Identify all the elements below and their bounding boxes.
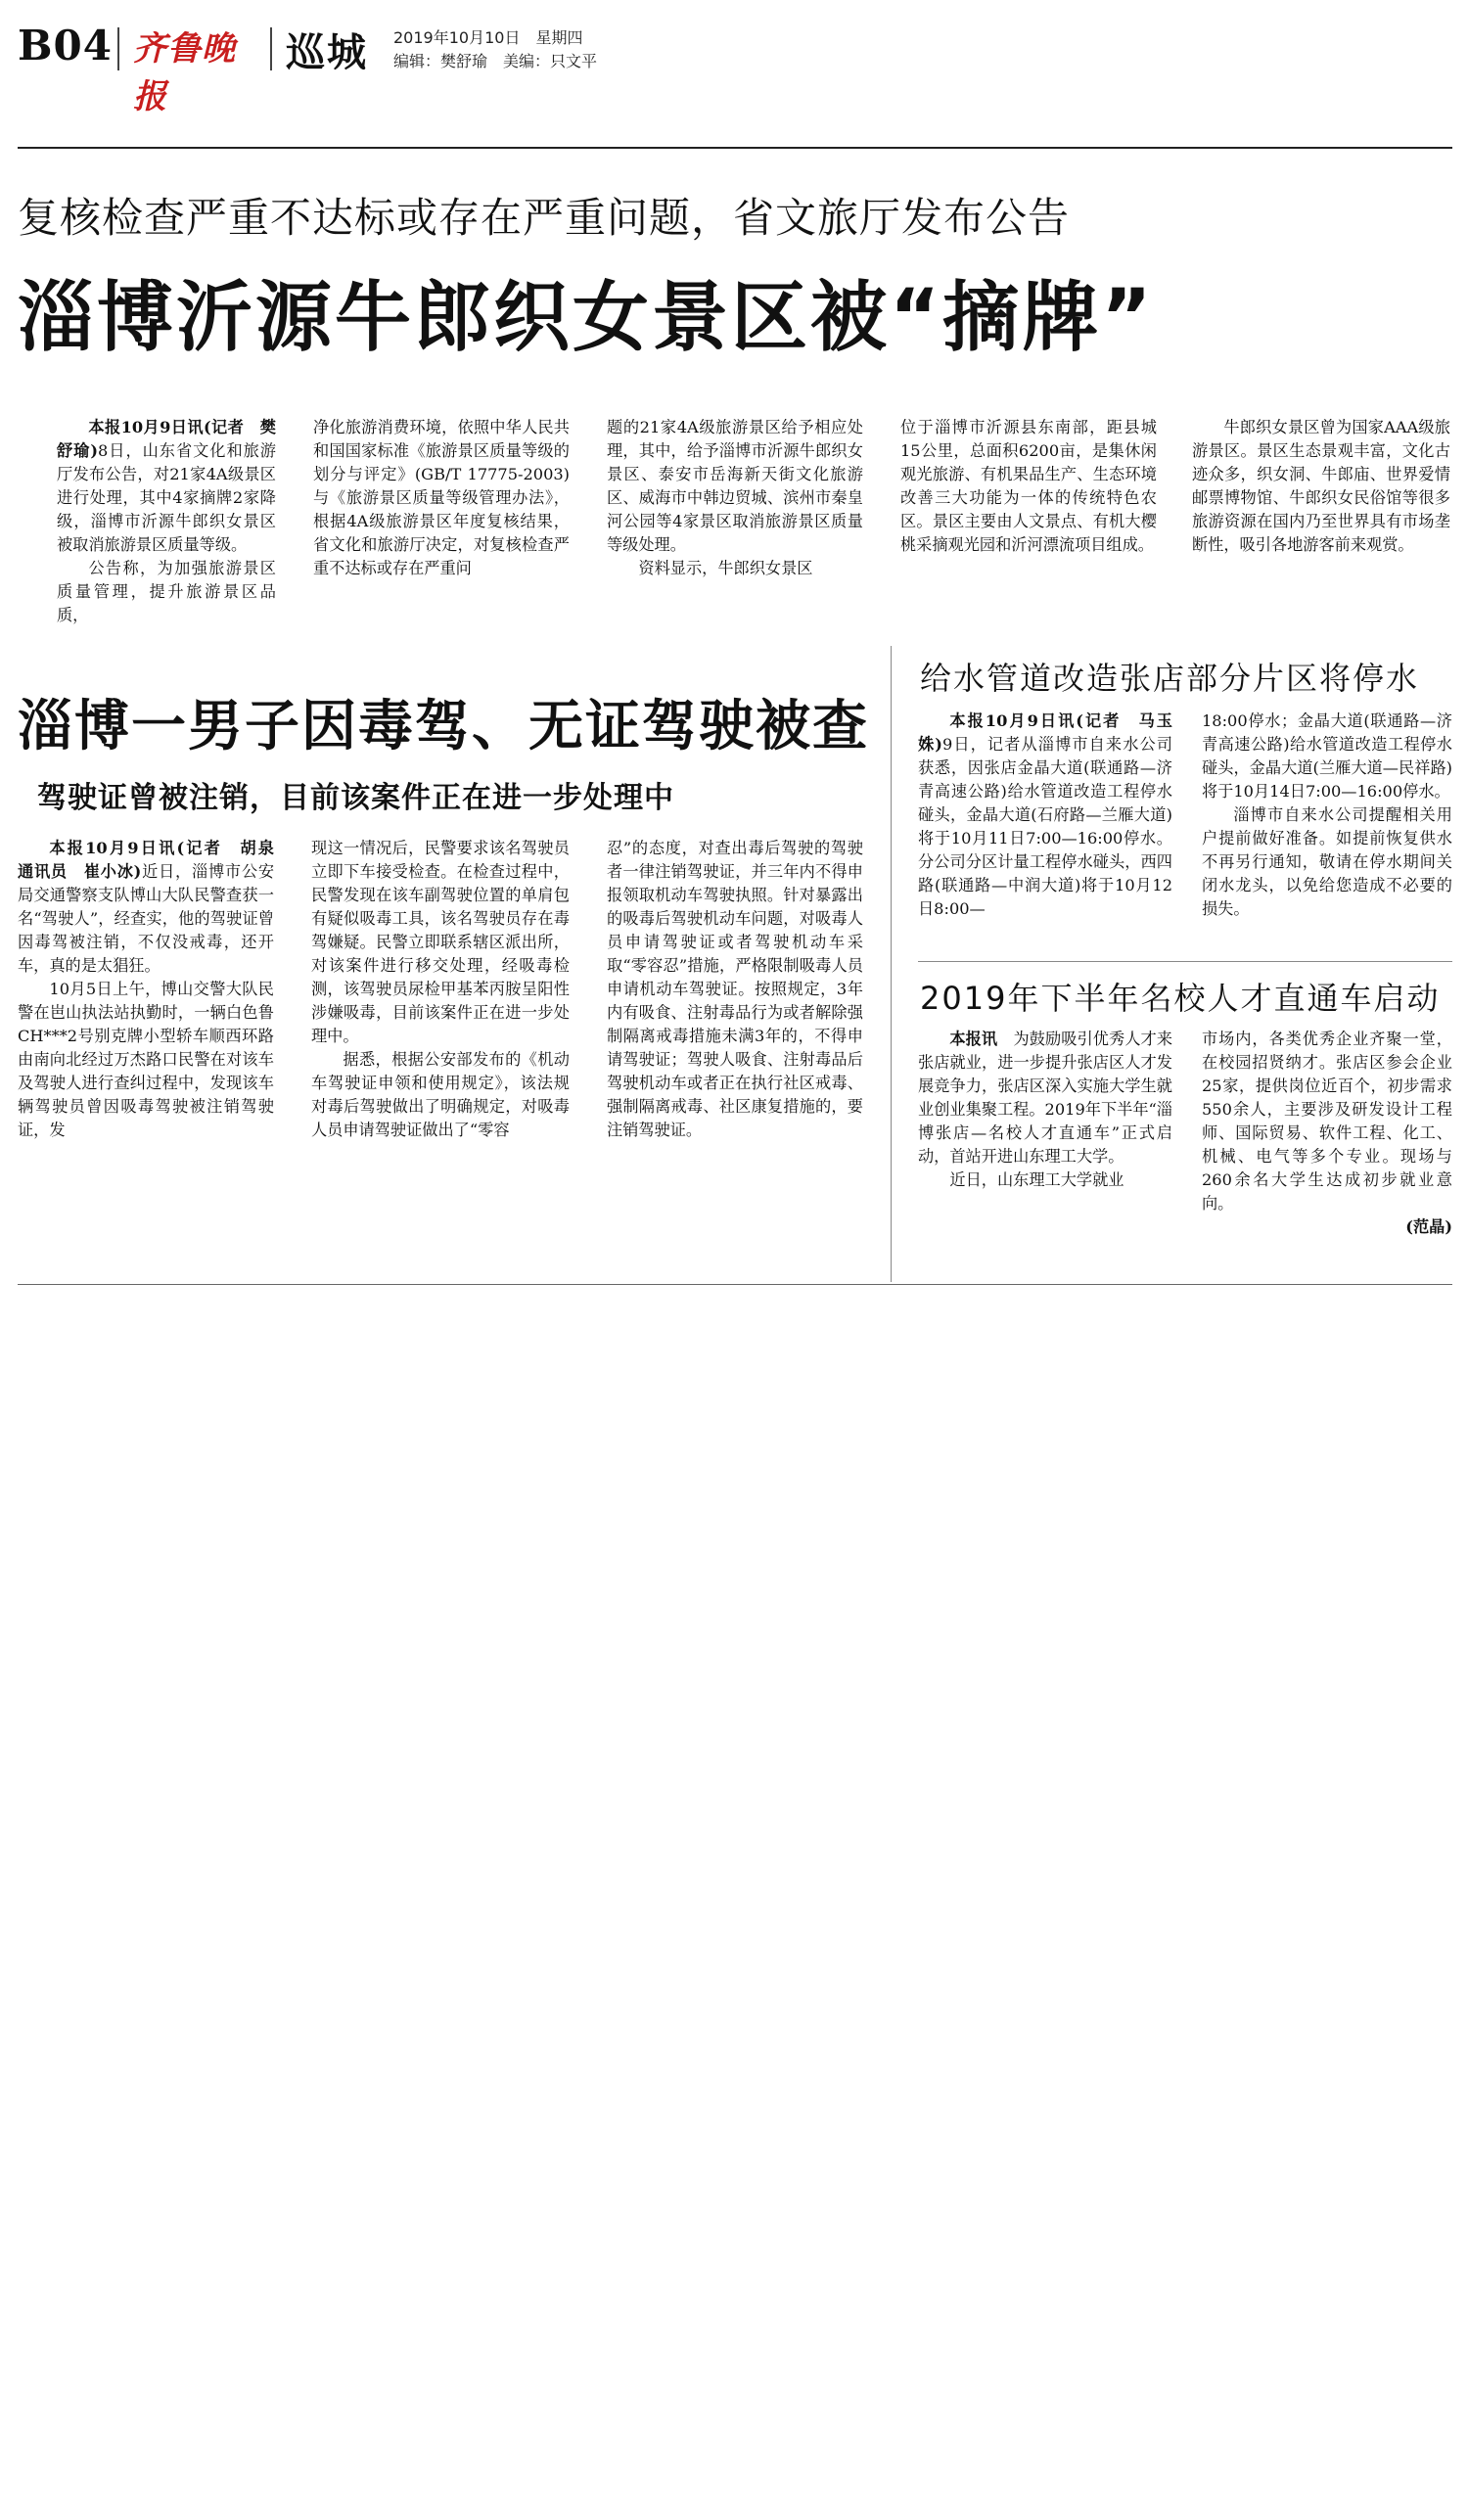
newspaper-logo-text: 齐鲁晚报 (133, 29, 236, 116)
story1-paragraph: 牛郎织女景区曾为国家AAA级旅游景区。景区生态景观丰富，文化古迹众多，织女洞、牛郎庙、世界爱情邮票博物馆、牛郎织女民俗馆等很多旅游资源在国内乃至世界具有市场垄断性，吸引各地游客前来观赏。 (1192, 418, 1450, 554)
story3-column-1 (918, 710, 1172, 944)
story2-paragraph: 忍”的态度，对查出毒后驾驶的驾驶者一律注销驾驶证，并三年内不得申报领取机动车驾驶执照。针对暴露出的吸毒后驾驶机动车问题，对吸毒人员申请驾驶证或者驾驶机动车采取“零容忍”措施，严格限制吸毒人员申请机动车驾驶证。按照规定，3年内有吸食、注射毒品行为或者解除强制隔离戒毒措施未满3年的，不得申请驾驶证；驾驶人吸食、注射毒品后驾驶机动车或者正在执行社区戒毒、强制隔离戒毒、社区康复措施的，要注销驾驶证。 (607, 839, 863, 1139)
story4-paragraph: 为鼓励吸引优秀人才来张店就业，进一步提升张店区人才发展竞争力，张店区深入实施大学生就业创业集聚工程。2019年下半年“淄博张店—名校人才直通车”正式启动，首站开进山东理工大学。 (918, 1030, 1173, 1166)
story2-column-2 (311, 837, 570, 1275)
story1-column-5 (1192, 416, 1450, 627)
story3-paragraph: 9日，记者从淄博市自来水公司获悉，因张店金晶大道(联通路—济青高速公路)给水管道改造工程停水碰头，金晶大道(石府路—兰雁大道)将于10月11日7:00—16:00停水。分公司分区计量工程停水碰头，西四路(联通路—中润大道)将于10月12日8:00— (918, 735, 1172, 918)
brief-divider (918, 961, 1452, 962)
story3-byline: 本报10月9日讯(记者 马玉姝) (918, 711, 1172, 754)
story4-paragraph: 近日，山东理工大学就业 (949, 1170, 1124, 1189)
newspaper-logo (133, 22, 260, 116)
story2-subhead: 驾驶证曾被注销，目前该案件正在进一步处理中 (37, 781, 674, 815)
story3-column-2 (1202, 710, 1452, 944)
story4-byline: 本报讯 (949, 1030, 998, 1048)
story2-byline: 本报10月9日讯(记者 胡泉 通讯员 崔小冰) (18, 839, 291, 881)
story4-credit: (范晶) (1405, 1217, 1452, 1236)
story1-paragraph: 公告称，为加强旅游景区质量管理，提升旅游景区品质， (57, 559, 276, 624)
masthead-divider (270, 27, 272, 70)
story2-paragraph: 据悉，根据公安部发布的《机动车驾驶证申领和使用规定》，该法规对毒后驾驶做出了明确规定，对吸毒人员申请驾驶证做出了“零容 (311, 1050, 570, 1139)
story4-headline: 2019年下半年名校人才直通车启动 (920, 980, 1441, 1017)
story1-paragraph: 位于淄博市沂源县东南部，距县城15公里，总面积6200亩，是集休闲观光旅游、有机果品生产、生态环境改善三大功能为一体的传统特色农区。景区主要由人文景点、有机大樱桃采摘观光园和沂河漂流项目组成。 (900, 418, 1157, 554)
story2-paragraph: 现这一情况后，民警要求该名驾驶员立即下车接受检查。在检查过程中，民警发现在该车副驾驶位置的单肩包有疑似吸毒工具，该名驾驶员存在毒驾嫌疑。民警立即联系辖区派出所，对该案件进行移交处理，经吸毒检测，该驾驶员尿检甲基苯丙胺呈阳性涉嫌吸毒，目前该案件正在进一步处理中。 (311, 839, 570, 1045)
story3-headline: 给水管道改造张店部分片区将停水 (920, 660, 1420, 697)
column-divider (891, 646, 892, 1282)
story2-column-1 (18, 837, 291, 1275)
editor-credits: 编辑：樊舒瑜 美编：只文平 (393, 52, 598, 70)
header-rule (18, 147, 1452, 149)
story1-paragraph: 净化旅游消费环境，依照中华人民共和国国家标准《旅游景区质量等级的划分与评定》(GB/T 17775-2003)与《旅游景区质量等级管理办法》，根据4A级旅游景区年度复核结果，省文化和旅游厅决定，对复核检查严重不达标或存在严重问 (313, 418, 570, 577)
story2-column-3 (607, 837, 863, 1275)
masthead-divider (117, 27, 119, 70)
story4-paragraph: 市场内，各类优秀企业齐聚一堂，在校园招贤纳才。张店区参会企业25家，提供岗位近百个，初步需求550余人，主要涉及研发设计工程师、国际贸易、软件工程、化工、机械、电气等多个专业。现场与260余名大学生达成初步就业意向。 (1202, 1030, 1452, 1213)
story1-column-1 (57, 416, 276, 627)
page-number: B04 (18, 22, 113, 69)
story3-paragraph: 淄博市自来水公司提醒相关用户提前做好准备。如提前恢复供水不再另行通知，敬请在停水期间关闭水龙头，以免给您造成不必要的损失。 (1202, 805, 1452, 918)
story1-paragraph: 题的21家4A级旅游景区给予相应处理，其中，给予淄博市沂源牛郎织女景区、泰安市岳海新天街文化旅游区、威海市中韩边贸城、滨州市秦皇河公园等4家景区取消旅游景区质量等级处理。 (607, 418, 863, 554)
story1-column-3 (607, 416, 863, 627)
story4-column-2 (1202, 1028, 1452, 1278)
issue-date: 2019年10月10日 星期四 (393, 28, 583, 47)
story1-column-2 (313, 416, 570, 627)
story1-column-4 (900, 416, 1157, 627)
section-title: 巡城 (286, 30, 368, 75)
story1-kicker: 复核检查严重不达标或存在严重问题，省文旅厅发布公告 (18, 194, 1071, 242)
story1-headline: 淄博沂源牛郎织女景区被“摘牌” (18, 274, 1155, 362)
story1-byline: 本报10月9日讯(记者 樊舒瑜) (57, 418, 276, 460)
story2-paragraph: 近日，淄博市公安局交通警察支队博山大队民警查获一名“驾驶人”，经查实，他的驾驶证曾因毒驾被注销，不仅没戒毒，还开车，真的是太猖狂。 (18, 862, 275, 975)
story1-paragraph: 资料显示，牛郎织女景区 (638, 559, 813, 577)
story4-column-1 (918, 1028, 1172, 1278)
story2-paragraph: 10月5日上午，博山交警大队民警在岜山执法站执勤时，一辆白色鲁CH***2号别克牌小型轿车顺西环路由南向北经过万杰路口民警在对该车及驾驶人进行查纠过程中，发现该车辆驾驶员曾因吸毒驾驶被注销驾驶证，发 (18, 980, 274, 1139)
story1-paragraph: 8日，山东省文化和旅游厅发布公告，对21家4A级景区进行处理，其中4家摘牌2家降级，淄博市沂源牛郎织女景区被取消旅游景区质量等级。 (57, 441, 276, 554)
story3-paragraph: 18:00停水；金晶大道(联通路—济青高速公路)给水管道改造工程停水碰头，金晶大道(兰雁大道—民祥路)将于10月14日7:00—16:00停水。 (1202, 711, 1452, 801)
story2-headline: 淄博一男子因毒驾、无证驾驶被查 (18, 695, 869, 758)
footer-rule (18, 1284, 1452, 1285)
